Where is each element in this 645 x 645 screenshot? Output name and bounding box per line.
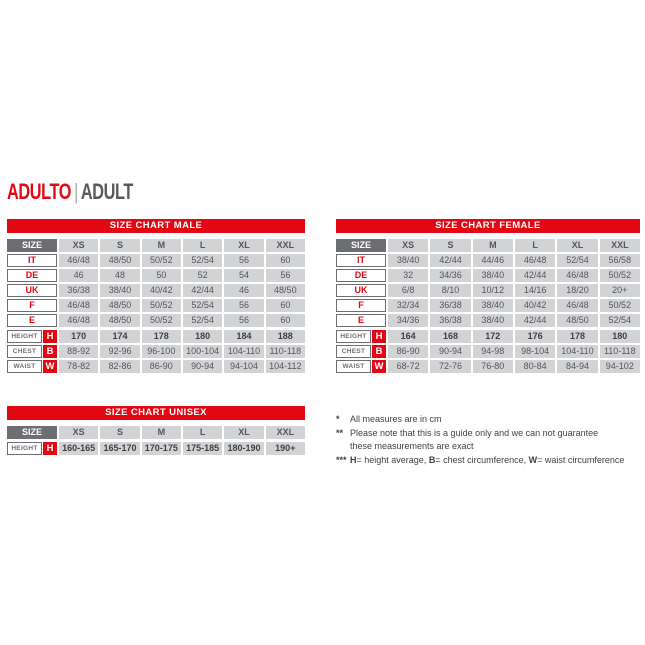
value-cell: 36/38 bbox=[430, 299, 470, 312]
column-header-cell: S bbox=[100, 426, 139, 439]
measure-name-cell: WAIST bbox=[7, 360, 42, 373]
value-cell: 60 bbox=[266, 299, 305, 312]
page-title-separator: | bbox=[74, 179, 78, 204]
column-header-cell: XS bbox=[59, 239, 98, 252]
value-cell: 46/48 bbox=[59, 299, 98, 312]
region-row bbox=[7, 314, 305, 327]
value-cell: 20+ bbox=[600, 284, 640, 297]
footnote-marker: ** bbox=[336, 427, 344, 438]
value-cell: 94-102 bbox=[600, 360, 640, 373]
measure-name-cell: CHEST bbox=[336, 345, 371, 358]
value-cell: 50/52 bbox=[600, 299, 640, 312]
measure-name-cell: HEIGHT bbox=[336, 330, 371, 343]
measure-row bbox=[7, 442, 305, 455]
measure-row bbox=[336, 360, 640, 373]
value-cell: 46 bbox=[224, 284, 263, 297]
value-cell: 72-76 bbox=[430, 360, 470, 373]
value-cell: 60 bbox=[266, 254, 305, 267]
value-cell: 32/34 bbox=[388, 299, 428, 312]
page-title-secondary: ADULT bbox=[80, 179, 133, 204]
value-cell: 48/50 bbox=[557, 314, 597, 327]
footnote-text-segment: All measures are in cm bbox=[350, 414, 442, 424]
column-header-cell: S bbox=[430, 239, 470, 252]
footnote-text-segment: = waist circumference bbox=[537, 454, 625, 465]
value-cell: 176 bbox=[515, 330, 555, 343]
value-cell: 164 bbox=[388, 330, 428, 343]
value-cell: 76-80 bbox=[473, 360, 513, 373]
measure-name-cell: WAIST bbox=[336, 360, 371, 373]
measure-label bbox=[7, 345, 57, 358]
value-cell: 38/40 bbox=[473, 314, 513, 327]
value-cell: 32 bbox=[388, 269, 428, 282]
value-cell: 48/50 bbox=[266, 284, 305, 297]
region-label-cell: E bbox=[336, 314, 386, 327]
value-cell: 104-110 bbox=[557, 345, 597, 358]
column-header-cell: XXL bbox=[266, 239, 305, 252]
value-cell: 56 bbox=[224, 314, 263, 327]
value-cell: 38/40 bbox=[388, 254, 428, 267]
column-header-cell: XXL bbox=[266, 426, 305, 439]
column-header-cell: L bbox=[515, 239, 555, 252]
page-title-primary: ADULTO bbox=[7, 179, 72, 204]
value-cell: 100-104 bbox=[183, 345, 222, 358]
value-cell: 180 bbox=[183, 330, 222, 343]
footnote bbox=[336, 427, 642, 454]
value-cell: 86-90 bbox=[388, 345, 428, 358]
column-header-cell: M bbox=[473, 239, 513, 252]
measure-label bbox=[7, 360, 57, 373]
value-cell: 172 bbox=[473, 330, 513, 343]
footnote-bold-term: W bbox=[528, 454, 538, 465]
value-cell: 50/52 bbox=[142, 299, 181, 312]
region-row bbox=[7, 254, 305, 267]
value-cell: 104-110 bbox=[224, 345, 263, 358]
value-cell: 60 bbox=[266, 314, 305, 327]
measure-label bbox=[7, 442, 57, 455]
value-cell: 6/8 bbox=[388, 284, 428, 297]
value-cell: 48/50 bbox=[100, 254, 139, 267]
column-header-cell: XL bbox=[557, 239, 597, 252]
measure-name-cell: CHEST bbox=[7, 345, 42, 358]
value-cell: 190+ bbox=[266, 442, 305, 455]
value-cell: 48/50 bbox=[100, 299, 139, 312]
value-cell: 110-118 bbox=[600, 345, 640, 358]
measure-row bbox=[7, 330, 305, 343]
footnote-line bbox=[350, 454, 642, 468]
value-cell: 46/48 bbox=[557, 269, 597, 282]
region-label-cell: F bbox=[7, 299, 57, 312]
measure-name-cell: HEIGHT bbox=[7, 442, 42, 455]
value-cell: 175-185 bbox=[183, 442, 222, 455]
footnote bbox=[336, 454, 642, 468]
footnote-text-segment: = chest circumference, bbox=[435, 454, 529, 465]
value-cell: 84-94 bbox=[557, 360, 597, 373]
value-cell: 168 bbox=[430, 330, 470, 343]
measure-row bbox=[7, 360, 305, 373]
value-cell: 52 bbox=[183, 269, 222, 282]
value-cell: 92-96 bbox=[100, 345, 139, 358]
region-row bbox=[336, 314, 640, 327]
value-cell: 174 bbox=[100, 330, 139, 343]
value-cell: 14/16 bbox=[515, 284, 555, 297]
measure-row bbox=[336, 330, 640, 343]
region-label-cell: DE bbox=[7, 269, 57, 282]
value-cell: 90-94 bbox=[430, 345, 470, 358]
size-chart-male-table bbox=[7, 219, 305, 375]
region-label-cell: IT bbox=[7, 254, 57, 267]
value-cell: 170-175 bbox=[142, 442, 181, 455]
value-cell: 50/52 bbox=[142, 254, 181, 267]
measure-label bbox=[336, 360, 386, 373]
region-label-cell: F bbox=[336, 299, 386, 312]
value-cell: 82-86 bbox=[100, 360, 139, 373]
value-cell: 178 bbox=[142, 330, 181, 343]
value-cell: 184 bbox=[224, 330, 263, 343]
value-cell: 180-190 bbox=[224, 442, 263, 455]
value-cell: 38/40 bbox=[473, 269, 513, 282]
column-header-cell: L bbox=[183, 426, 222, 439]
value-cell: 46 bbox=[59, 269, 98, 282]
region-label-cell: DE bbox=[336, 269, 386, 282]
value-cell: 104-112 bbox=[266, 360, 305, 373]
region-row bbox=[7, 284, 305, 297]
size-chart-female-table bbox=[336, 219, 640, 375]
value-cell: 50/52 bbox=[142, 314, 181, 327]
value-cell: 56 bbox=[266, 269, 305, 282]
value-cell: 94-104 bbox=[224, 360, 263, 373]
value-cell: 42/44 bbox=[430, 254, 470, 267]
measure-letter-badge: H bbox=[372, 330, 386, 343]
measure-letter-badge: B bbox=[43, 345, 57, 358]
value-cell: 68-72 bbox=[388, 360, 428, 373]
value-cell: 48/50 bbox=[100, 314, 139, 327]
footnote-text-segment: these measurements are exact bbox=[350, 441, 474, 451]
value-cell: 56 bbox=[224, 299, 263, 312]
footnote-text-segment: = height average, bbox=[356, 454, 429, 465]
value-cell: 18/20 bbox=[557, 284, 597, 297]
value-cell: 52/54 bbox=[183, 314, 222, 327]
value-cell: 78-82 bbox=[59, 360, 98, 373]
value-cell: 56/58 bbox=[600, 254, 640, 267]
column-header-cell: XXL bbox=[600, 239, 640, 252]
region-row bbox=[336, 299, 640, 312]
measure-letter-badge: B bbox=[372, 345, 386, 358]
value-cell: 52/54 bbox=[600, 314, 640, 327]
footnote-bold-term: B bbox=[428, 454, 436, 465]
value-cell: 90-94 bbox=[183, 360, 222, 373]
footnote-text bbox=[350, 413, 642, 427]
value-cell: 52/54 bbox=[557, 254, 597, 267]
value-cell: 42/44 bbox=[183, 284, 222, 297]
footnote bbox=[336, 413, 642, 427]
value-cell: 180 bbox=[600, 330, 640, 343]
value-cell: 188 bbox=[266, 330, 305, 343]
region-row bbox=[336, 284, 640, 297]
value-cell: 56 bbox=[224, 254, 263, 267]
chart-title: SIZE CHART UNISEX bbox=[7, 406, 305, 420]
column-header-cell: M bbox=[142, 239, 181, 252]
value-cell: 46/48 bbox=[59, 254, 98, 267]
measure-block bbox=[336, 330, 640, 373]
value-cell: 8/10 bbox=[430, 284, 470, 297]
value-cell: 94-98 bbox=[473, 345, 513, 358]
value-cell: 42/44 bbox=[515, 269, 555, 282]
value-cell: 34/36 bbox=[388, 314, 428, 327]
value-cell: 36/38 bbox=[59, 284, 98, 297]
size-chart-unisex-table bbox=[7, 406, 305, 457]
footnote-line bbox=[350, 413, 642, 427]
value-cell: 170 bbox=[59, 330, 98, 343]
value-cell: 50 bbox=[142, 269, 181, 282]
measure-letter-badge: W bbox=[43, 360, 57, 373]
column-header-cell: S bbox=[100, 239, 139, 252]
value-cell: 38/40 bbox=[100, 284, 139, 297]
footnote-text-segment: Please note that this is a guide only and we can not guarantee bbox=[350, 427, 599, 438]
measure-row bbox=[7, 345, 305, 358]
header-row bbox=[7, 426, 305, 439]
page-title bbox=[7, 181, 133, 203]
header-row bbox=[7, 239, 305, 252]
value-cell: 52/54 bbox=[183, 299, 222, 312]
value-cell: 98-104 bbox=[515, 345, 555, 358]
measure-block bbox=[7, 330, 305, 373]
value-cell: 40/42 bbox=[515, 299, 555, 312]
value-cell: 88-92 bbox=[59, 345, 98, 358]
measure-label bbox=[7, 330, 57, 343]
size-header-cell: SIZE bbox=[7, 426, 57, 439]
region-row bbox=[7, 299, 305, 312]
value-cell: 44/46 bbox=[473, 254, 513, 267]
value-cell: 46/48 bbox=[59, 314, 98, 327]
value-cell: 160-165 bbox=[59, 442, 98, 455]
footnotes bbox=[336, 413, 642, 467]
region-row bbox=[7, 269, 305, 282]
region-label-cell: IT bbox=[336, 254, 386, 267]
value-cell: 42/44 bbox=[515, 314, 555, 327]
value-cell: 50/52 bbox=[600, 269, 640, 282]
footnote-marker: *** bbox=[336, 454, 347, 465]
region-label-cell: UK bbox=[336, 284, 386, 297]
value-cell: 48 bbox=[100, 269, 139, 282]
value-cell: 46/48 bbox=[557, 299, 597, 312]
value-cell: 46/48 bbox=[515, 254, 555, 267]
value-cell: 36/38 bbox=[430, 314, 470, 327]
footnote-marker: * bbox=[336, 414, 340, 424]
value-cell: 40/42 bbox=[142, 284, 181, 297]
footnote-text bbox=[350, 454, 642, 468]
footnote-line bbox=[350, 427, 642, 441]
measure-letter-badge: H bbox=[43, 442, 57, 455]
region-row bbox=[336, 254, 640, 267]
region-label-cell: E bbox=[7, 314, 57, 327]
value-cell: 52/54 bbox=[183, 254, 222, 267]
value-cell: 178 bbox=[557, 330, 597, 343]
column-header-cell: XL bbox=[224, 239, 263, 252]
value-cell: 96-100 bbox=[142, 345, 181, 358]
header-row bbox=[336, 239, 640, 252]
value-cell: 110-118 bbox=[266, 345, 305, 358]
column-header-cell: M bbox=[142, 426, 181, 439]
chart-title: SIZE CHART MALE bbox=[7, 219, 305, 233]
measure-label bbox=[336, 345, 386, 358]
column-header-cell: XS bbox=[59, 426, 98, 439]
measure-letter-badge: H bbox=[43, 330, 57, 343]
value-cell: 54 bbox=[224, 269, 263, 282]
measure-name-cell: HEIGHT bbox=[7, 330, 42, 343]
size-header-cell: SIZE bbox=[7, 239, 57, 252]
measure-letter-badge: W bbox=[372, 360, 386, 373]
footnote-bold-term: H bbox=[350, 454, 357, 465]
size-header-cell: SIZE bbox=[336, 239, 386, 252]
footnote-text bbox=[350, 427, 642, 454]
value-cell: 34/36 bbox=[430, 269, 470, 282]
footnote-line bbox=[350, 440, 642, 454]
region-label-cell: UK bbox=[7, 284, 57, 297]
value-cell: 80-84 bbox=[515, 360, 555, 373]
measure-block bbox=[7, 442, 305, 455]
column-header-cell: XS bbox=[388, 239, 428, 252]
value-cell: 10/12 bbox=[473, 284, 513, 297]
column-header-cell: XL bbox=[224, 426, 263, 439]
chart-title: SIZE CHART FEMALE bbox=[336, 219, 640, 233]
measure-label bbox=[336, 330, 386, 343]
region-row bbox=[336, 269, 640, 282]
value-cell: 38/40 bbox=[473, 299, 513, 312]
value-cell: 86-90 bbox=[142, 360, 181, 373]
column-header-cell: L bbox=[183, 239, 222, 252]
value-cell: 165-170 bbox=[100, 442, 139, 455]
measure-row bbox=[336, 345, 640, 358]
